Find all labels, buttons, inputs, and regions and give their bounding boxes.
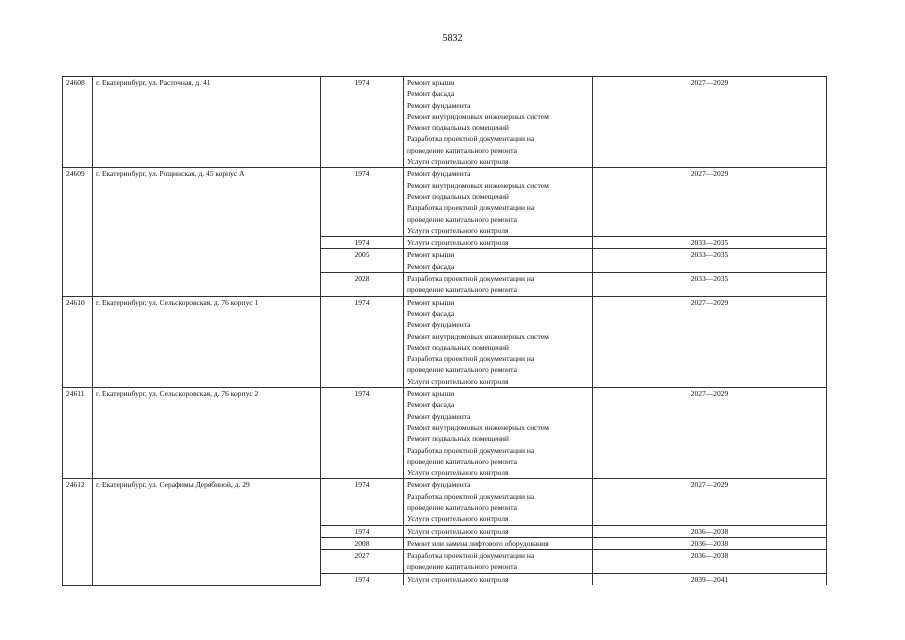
work-item: Ремонт подвальных помещений — [407, 191, 509, 201]
address: г. Екатеринбург, ул. Расточная, д. 41 — [93, 77, 321, 168]
work-item: Ремонт фундамента — [407, 480, 471, 490]
row-number: 24609 — [63, 168, 93, 296]
row-number: 24611 — [63, 388, 93, 479]
period: 2027—2029 — [593, 296, 827, 387]
work-item: Ремонт крыши — [407, 250, 455, 260]
year: 1974 — [321, 479, 404, 525]
work-item: Ремонт фундамента — [407, 100, 471, 110]
period: 2027—2029 — [593, 388, 827, 479]
work-item: Ремонт крыши — [407, 297, 455, 307]
address: г. Екатеринбург, ул. Сельскоровская, д. 76 корпус 1 — [93, 296, 321, 387]
works-list — [404, 273, 593, 297]
year: 1974 — [321, 525, 404, 537]
work-item: проведение капитального ремонта — [407, 562, 517, 572]
work-item: Ремонт внутридомовых инженерных систем — [407, 111, 549, 121]
work-item: Разработка проектной документации на — [407, 203, 535, 213]
work-item: Ремонт внутридомовых инженерных систем — [407, 180, 549, 190]
work-item: Ремонт подвальных помещений — [407, 123, 509, 133]
period: 2036—2038 — [593, 550, 827, 574]
period: 2033—2035 — [593, 237, 827, 249]
table-row — [63, 296, 827, 387]
work-item: Разработка проектной документации на — [407, 354, 535, 364]
work-item: Услуги строительного контроля — [407, 157, 509, 167]
work-item: Услуги строительного контроля — [407, 238, 509, 248]
year: 1974 — [321, 573, 404, 585]
year: 1974 — [321, 77, 404, 168]
works-list — [404, 77, 593, 168]
period: 2033—2035 — [593, 249, 827, 273]
period: 2027—2029 — [593, 77, 827, 168]
address: г. Екатеринбург, ул. Рощинская, д. 45 корпус А — [93, 168, 321, 296]
work-item: Разработка проектной документации на — [407, 274, 535, 284]
work-item: Ремонт крыши — [407, 389, 455, 399]
capital-repair-table — [62, 76, 827, 586]
year: 2008 — [321, 537, 404, 549]
year: 2028 — [321, 273, 404, 297]
year: 2005 — [321, 249, 404, 273]
work-item: Ремонт фасада — [407, 308, 455, 318]
work-item: Ремонт внутридомовых инженерных систем — [407, 331, 549, 341]
work-item: Ремонт или замена лифтового оборудования — [407, 538, 549, 548]
period: 2027—2029 — [593, 479, 827, 525]
period: 2033—2035 — [593, 273, 827, 297]
work-item: Ремонт фундамента — [407, 411, 471, 421]
year: 1974 — [321, 168, 404, 237]
works-list — [404, 388, 593, 479]
work-item: Разработка проектной документации на — [407, 134, 535, 144]
works-list — [404, 537, 593, 549]
year: 1974 — [321, 296, 404, 387]
work-item: Ремонт подвальных помещений — [407, 434, 509, 444]
work-item: проведение капитального ремонта — [407, 214, 517, 224]
period: 2039—2041 — [593, 573, 827, 585]
works-list — [404, 479, 593, 525]
work-item: Ремонт фундамента — [407, 169, 471, 179]
work-item: Ремонт фасада — [407, 89, 455, 99]
work-item: Услуги строительного контроля — [407, 376, 509, 386]
period: 2036—2038 — [593, 537, 827, 549]
work-item: Ремонт фасада — [407, 261, 455, 271]
works-list — [404, 296, 593, 387]
works-list — [404, 550, 593, 574]
table-row — [63, 479, 827, 525]
work-item: Услуги строительного контроля — [407, 574, 509, 584]
address: г. Екатеринбург, ул. Серафимы Дерябиной, д. 29 — [93, 479, 321, 585]
work-item: Ремонт внутридомовых инженерных систем — [407, 422, 549, 432]
work-item: проведение капитального ремонта — [407, 145, 517, 155]
work-item: Услуги строительного контроля — [407, 514, 509, 524]
year: 1974 — [321, 388, 404, 479]
work-item: проведение капитального ремонта — [407, 365, 517, 375]
row-number: 24612 — [63, 479, 93, 585]
work-item: Разработка проектной документации на — [407, 551, 535, 561]
work-item: Разработка проектной документации на — [407, 445, 535, 455]
work-item: Ремонт крыши — [407, 78, 455, 87]
work-item: Услуги строительного контроля — [407, 225, 509, 235]
row-number: 24610 — [63, 296, 93, 387]
work-item: проведение капитального ремонта — [407, 502, 517, 512]
address: г. Екатеринбург, ул. Сельскоровская, д. 76 корпус 2 — [93, 388, 321, 479]
table-row — [63, 77, 827, 168]
row-number: 24608 — [63, 77, 93, 168]
year: 2027 — [321, 550, 404, 574]
work-item: Услуги строительного контроля — [407, 526, 509, 536]
work-item: проведение капитального ремонта — [407, 456, 517, 466]
work-item: Ремонт фундамента — [407, 320, 471, 330]
period: 2027—2029 — [593, 168, 827, 237]
year: 1974 — [321, 237, 404, 249]
work-item: проведение капитального ремонта — [407, 285, 517, 295]
page-number: 5832 — [442, 33, 463, 44]
table-row — [63, 388, 827, 479]
work-item: Ремонт подвальных помещений — [407, 342, 509, 352]
works-list — [404, 525, 593, 537]
works-list — [404, 249, 593, 273]
works-list — [404, 237, 593, 249]
work-item: Разработка проектной документации на — [407, 491, 535, 501]
period: 2036—2038 — [593, 525, 827, 537]
work-item: Ремонт фасада — [407, 400, 455, 410]
works-list — [404, 168, 593, 237]
table-row — [63, 168, 827, 237]
works-list — [404, 573, 593, 585]
work-item: Услуги строительного контроля — [407, 468, 509, 478]
